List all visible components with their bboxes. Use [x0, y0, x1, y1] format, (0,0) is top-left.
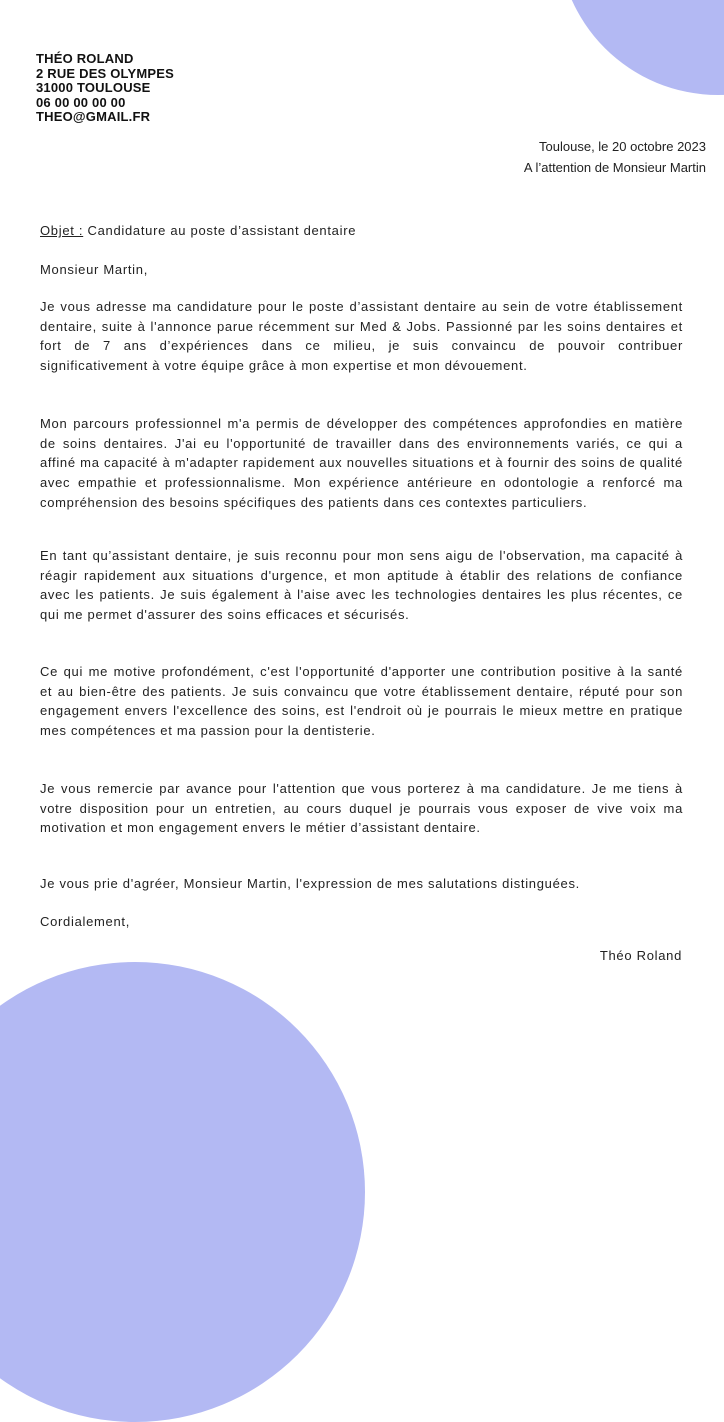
decorative-circle-bottom — [0, 962, 365, 1422]
paragraph: Mon parcours professionnel m'a permis de développer des compétences approfondies en matière de soins dentaires. J'ai eu l'opportunité de travailler dans des environnements variés, ce qui a affiné ma capacité à m'adapter rapidement aux nouvelles situations et à fournir des soins de qualité avec empathie et professionnalisme. Mon expérience antérieure en odontologie a renforcé ma compréhension des besoins spécifiques des patients dans ces contextes particuliers. — [40, 416, 683, 510]
closing-formula: Je vous prie d'agréer, Monsieur Martin, l'expression de mes salutations distinguées. — [40, 876, 580, 891]
date-recipient-block — [524, 136, 706, 178]
place-date: Toulouse, le 20 octobre 2023 — [539, 139, 706, 154]
sender-address-block — [36, 52, 174, 125]
decorative-circle-top — [558, 0, 724, 95]
sender-phone: 06 00 00 00 00 — [36, 94, 126, 110]
sender-city: 31000 TOULOUSE — [36, 80, 151, 96]
letter-subject — [40, 221, 683, 241]
paragraph: En tant qu’assistant dentaire, je suis reconnu pour mon sens aigu de l'observation, ma capacité à réagir rapidement aux situations d'urgence, et mon aptitude à établir des relations de confiance avec les patients. Je suis également à l'aise avec les technologies dentaires les plus récentes, ce qui me permet d'assurer des soins efficaces et sécurisés. — [40, 548, 683, 623]
sender-name: THÉO ROLAND — [36, 51, 134, 66]
paragraph: Je vous adresse ma candidature pour le poste d’assistant dentaire au sein de votre établissement dentaire, suite à l'annonce parue récemment sur Med & Jobs. Passionné par les soins dentaires et fort de 7 ans d’expériences dans ce milieu, je suis convaincu de pouvoir contribuer significativement à votre équipe grâce à mon expertise et mon dévouement. — [40, 299, 683, 374]
sign-off: Cordialement, — [40, 914, 131, 929]
subject-label: Objet : — [40, 223, 84, 238]
paragraph: Ce qui me motive profondément, c'est l'opportunité d'apporter une contribution positive à la santé et au bien-être des patients. Je suis convaincu que votre établissement dentaire, réputé pour son engagement envers l'excellence des soins, est l'endroit où je pourrais le mieux mettre en pratique mes compétences et ma passion pour la dentisterie. — [40, 664, 683, 739]
signature-name: Théo Roland — [599, 948, 682, 963]
paragraph: Je vous remercie par avance pour l'attention que vous porterez à ma candidature. Je me tiens à votre disposition pour un entretien, au cours duquel je pourrais vous exposer de vive voix ma motivation et mon engagement envers le métier d’assistant dentaire. — [40, 781, 683, 836]
salutation: Monsieur Martin, — [40, 262, 149, 277]
recipient-attention: A l’attention de Monsieur Martin — [523, 160, 706, 175]
sender-street: 2 RUE DES OLYMPES — [36, 65, 175, 81]
subject-text: Candidature au poste d’assistant dentaire — [83, 223, 357, 238]
sender-email: THEO@GMAIL.FR — [36, 109, 151, 125]
